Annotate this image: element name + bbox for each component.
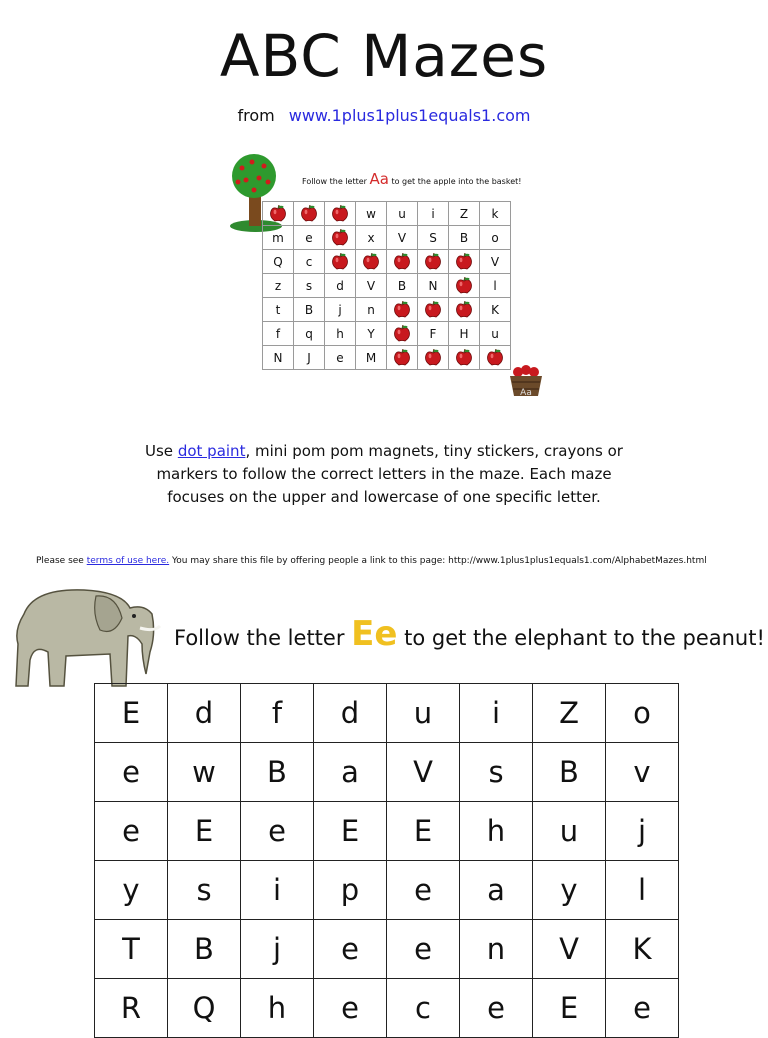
maze-cell: E <box>533 979 606 1038</box>
apple-icon <box>424 253 442 270</box>
elephant-icon <box>4 574 166 694</box>
maze-cell: w <box>168 743 241 802</box>
maze-cell: V <box>533 920 606 979</box>
apple-icon <box>455 253 473 270</box>
maze-row <box>263 274 511 298</box>
maze-row <box>95 861 679 920</box>
maze-cell: e <box>95 802 168 861</box>
apple-icon <box>455 301 473 318</box>
maze-cell: K <box>480 298 511 322</box>
maze-cell: B <box>533 743 606 802</box>
maze-row <box>263 298 511 322</box>
maze-cell: E <box>314 802 387 861</box>
apple-icon <box>362 253 380 270</box>
maze-cell: e <box>314 920 387 979</box>
maze-cell: e <box>387 861 460 920</box>
apple-icon <box>393 253 411 270</box>
main-target-letter: Ee <box>351 614 398 654</box>
sample-target-letter: Aa <box>369 170 389 188</box>
maze-row <box>263 322 511 346</box>
maze-cell: Q <box>263 250 294 274</box>
maze-cell: E <box>168 802 241 861</box>
maze-cell: w <box>356 202 387 226</box>
maze-cell: Q <box>168 979 241 1038</box>
basket-label: Aa <box>520 388 532 398</box>
maze-cell: d <box>168 684 241 743</box>
maze-cell: e <box>460 979 533 1038</box>
maze-cell: e <box>241 802 314 861</box>
maze-cell: l <box>606 861 679 920</box>
description-prefix: Use <box>145 442 174 460</box>
maze-cell: E <box>387 802 460 861</box>
maze-cell: q <box>294 322 325 346</box>
maze-cell: J <box>294 346 325 370</box>
maze-cell <box>294 202 325 226</box>
maze-cell: x <box>356 226 387 250</box>
maze-cell: j <box>325 298 356 322</box>
maze-row <box>95 979 679 1038</box>
maze-cell: e <box>387 920 460 979</box>
maze-cell: S <box>418 226 449 250</box>
apple-icon <box>300 205 318 222</box>
notice-prefix: Please see <box>36 556 84 566</box>
maze-cell: h <box>460 802 533 861</box>
apple-icon <box>331 253 349 270</box>
maze-cell: h <box>241 979 314 1038</box>
maze-cell <box>418 298 449 322</box>
apple-icon <box>331 229 349 246</box>
maze-cell: c <box>387 979 460 1038</box>
maze-cell: d <box>325 274 356 298</box>
maze-row <box>263 226 511 250</box>
main-maze-grid <box>94 683 679 1038</box>
description <box>130 440 638 509</box>
maze-cell: e <box>95 743 168 802</box>
apple-icon <box>455 277 473 294</box>
main-instruction-suffix: to get the elephant to the peanut! <box>404 626 765 650</box>
maze-cell: o <box>480 226 511 250</box>
from-line <box>0 106 768 125</box>
maze-cell: t <box>263 298 294 322</box>
apple-icon <box>393 325 411 342</box>
maze-cell: u <box>480 322 511 346</box>
maze-cell: j <box>241 920 314 979</box>
maze-cell: Z <box>449 202 480 226</box>
maze-cell: h <box>325 322 356 346</box>
maze-cell <box>449 346 480 370</box>
maze-cell <box>325 250 356 274</box>
maze-cell: n <box>356 298 387 322</box>
maze-cell <box>387 298 418 322</box>
maze-cell: f <box>263 322 294 346</box>
maze-cell: p <box>314 861 387 920</box>
maze-cell <box>418 250 449 274</box>
maze-cell: B <box>387 274 418 298</box>
maze-cell <box>387 250 418 274</box>
maze-row <box>95 920 679 979</box>
maze-cell: B <box>241 743 314 802</box>
apple-icon <box>269 205 287 222</box>
maze-cell: F <box>418 322 449 346</box>
from-label: from <box>237 106 275 125</box>
maze-cell <box>263 202 294 226</box>
maze-cell: a <box>314 743 387 802</box>
maze-cell: V <box>387 226 418 250</box>
apple-icon <box>424 301 442 318</box>
sample-instruction-prefix: Follow the letter <box>302 177 367 186</box>
maze-cell: T <box>95 920 168 979</box>
maze-cell: V <box>356 274 387 298</box>
terms-notice <box>36 556 707 566</box>
maze-cell: E <box>95 684 168 743</box>
maze-cell <box>356 250 387 274</box>
maze-row <box>95 802 679 861</box>
apple-icon <box>393 301 411 318</box>
maze-cell: M <box>356 346 387 370</box>
maze-cell: m <box>263 226 294 250</box>
sample-instruction <box>302 170 521 188</box>
maze-cell: f <box>241 684 314 743</box>
maze-cell: o <box>606 684 679 743</box>
description-rest: , mini pom pom magnets, tiny stickers, crayons or markers to follow the correct letters in the maze. Each maze focuses on the upper and lowercase of one specific letter. <box>156 442 623 506</box>
maze-cell: e <box>294 226 325 250</box>
maze-cell: Y <box>356 322 387 346</box>
maze-cell: B <box>168 920 241 979</box>
maze-row <box>95 684 679 743</box>
maze-cell: B <box>449 226 480 250</box>
maze-cell: s <box>168 861 241 920</box>
maze-cell: K <box>606 920 679 979</box>
maze-cell <box>387 322 418 346</box>
maze-cell: V <box>480 250 511 274</box>
basket-icon <box>506 362 546 398</box>
apple-icon <box>486 349 504 366</box>
maze-cell <box>449 298 480 322</box>
maze-cell: z <box>263 274 294 298</box>
apple-icon <box>424 349 442 366</box>
maze-row <box>263 202 511 226</box>
sample-maze-grid <box>262 201 511 370</box>
maze-cell: e <box>325 346 356 370</box>
maze-cell: i <box>418 202 449 226</box>
site-link[interactable]: www.1plus1plus1equals1.com <box>288 106 531 125</box>
maze-cell: s <box>460 743 533 802</box>
maze-cell: y <box>95 861 168 920</box>
dot-paint-link[interactable]: dot paint <box>177 442 246 460</box>
maze-cell <box>387 346 418 370</box>
maze-cell: c <box>294 250 325 274</box>
maze-cell <box>325 226 356 250</box>
apple-icon <box>393 349 411 366</box>
maze-cell <box>325 202 356 226</box>
maze-cell: N <box>263 346 294 370</box>
maze-cell: e <box>314 979 387 1038</box>
maze-cell <box>449 250 480 274</box>
maze-cell: k <box>480 202 511 226</box>
maze-row <box>263 346 511 370</box>
maze-cell <box>449 274 480 298</box>
maze-cell: R <box>95 979 168 1038</box>
maze-cell: l <box>480 274 511 298</box>
maze-cell: V <box>387 743 460 802</box>
page-title: ABC Mazes <box>219 22 549 90</box>
terms-of-use-link[interactable]: terms of use here. <box>86 556 170 566</box>
maze-cell: u <box>387 684 460 743</box>
maze-cell: e <box>606 979 679 1038</box>
main-instruction <box>174 614 765 654</box>
apple-icon <box>455 349 473 366</box>
maze-cell: N <box>418 274 449 298</box>
maze-cell <box>418 346 449 370</box>
maze-cell: j <box>606 802 679 861</box>
apple-icon <box>331 205 349 222</box>
maze-row <box>95 743 679 802</box>
main-instruction-prefix: Follow the letter <box>174 626 345 650</box>
maze-cell: a <box>460 861 533 920</box>
maze-cell: y <box>533 861 606 920</box>
maze-row <box>263 250 511 274</box>
maze-cell: Z <box>533 684 606 743</box>
maze-cell: i <box>460 684 533 743</box>
maze-cell: u <box>533 802 606 861</box>
maze-cell: B <box>294 298 325 322</box>
maze-cell: d <box>314 684 387 743</box>
maze-cell: H <box>449 322 480 346</box>
notice-rest: You may share this file by offering people a link to this page: http://www.1plus1plus1equals1.com/AlphabetMazes.html <box>169 556 707 566</box>
maze-cell: s <box>294 274 325 298</box>
maze-cell: i <box>241 861 314 920</box>
sample-instruction-suffix: to get the apple into the basket! <box>391 177 522 186</box>
maze-cell: u <box>387 202 418 226</box>
maze-cell: v <box>606 743 679 802</box>
maze-cell: n <box>460 920 533 979</box>
